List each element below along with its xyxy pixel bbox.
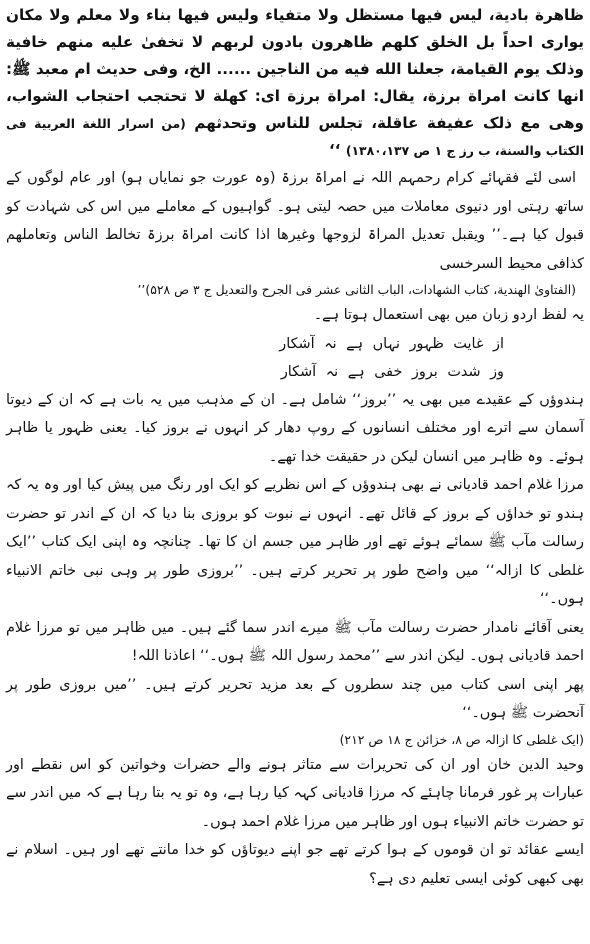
- arabic-passage-closing-quote: ‘‘: [328, 141, 341, 159]
- couplet-line-1: از غایت ظہور نہاں ہے نہ آشکار: [279, 335, 504, 352]
- para-hindu-text: ہندوؤں کے عقیدے میں بھی یہ ’’بروز‘‘ شامل ہے۔ ان کے مذہب میں یہ بات ہے کہ ان کے دیوتا آسمان سے اترے اور مختلف انسانوں کے روپ دھار کر انہوں نے بروز کیا۔ یعنی ظہور یا ظاہر ہوئے۔ وہ ظاہر میں انسان لیکن در حقیقت خدا تھے۔: [6, 391, 584, 465]
- para-mirza: [6, 471, 584, 614]
- para-fuqaha-reference: (الفتاویٰ الھندیة، کتاب الشھادات، الباب الثانی عشر فی الجرح والتعدیل ج ۳ ص ۵۲۸)’’: [137, 282, 576, 297]
- couplet-line-2: وز شدت بروز خفی ہے نہ آشکار: [280, 363, 504, 380]
- para-urdu-usage: [6, 301, 584, 330]
- para-kitab: [6, 671, 584, 751]
- arabic-passage-reference: (من اسرار اللغة العربیة فی الکتاب والسنة، ب رز ج ۱ ص ۱۳۸۰،۱۳۷): [6, 116, 584, 158]
- para-kitab-text: پھر اپنی اسی کتاب میں چند سطروں کے بعد مزید تحریر کرتے ہیں۔ ’’میں بروزی طور پر آنحضرت ﷺ ہوں۔‘‘: [6, 676, 584, 721]
- para-wahiduddin: [6, 751, 584, 837]
- para-hindu: [6, 386, 584, 472]
- para-closing-text: ایسے عقائد تو ان قوموں کے ہوا کرتے تھے جو اپنے دیوتاؤں کو خدا مانتے تھے اور ہیں۔ اسلام نے بھی کبھی کوئی ایسی تعلیم دی ہے؟: [6, 842, 584, 887]
- arabic-passage: [6, 2, 584, 164]
- para-closing: [6, 836, 584, 893]
- para-fuqaha: [6, 164, 584, 301]
- para-fuqaha-text: اسی لئے فقہائے کرام رحمہم اللہ نے امراۃ برزۃ (وہ عورت جو نمایاں ہو) اور عام لوگوں کے ساتھ رہتی اور دنیوی معاملات میں حصہ لیتی ہو۔ گواہیوں کے معاملے میں اس کی شہادت کو قبول کیا ہے۔’’ ویقبل تعدیل المراۃ لزوجھا وغیرھا اذا کانت امراۃ برزۃ تخالط الناس وتعاملھم کذافی محیط السرخسی: [6, 170, 584, 272]
- para-wahiduddin-text: وحید الدین خان اور ان کی تحریرات سے متاثر ہونے والے حضرات وخواتین کو اس نقطے اور عبارات پر غور فرمانا چاہئے کہ مرزا قادیانی کہہ کیا رہا ہے، وہ تو یہ بتا رہا ہے کہ میں اندر سے تو حضرت خاتم الانبیاء ہوں اور ظاہر میں مرزا غلام احمد ہوں۔: [6, 756, 584, 830]
- para-urdu-usage-text: یہ لفظ اردو زبان میں بھی استعمال ہوتا ہے۔: [313, 307, 584, 323]
- para-yani: [6, 614, 584, 671]
- para-yani-text: یعنی آقائے نامدار حضرت رسالت مآب ﷺ میرے اندر سما گئے ہیں۔ میں ظاہر میں تو مرزا غلام احمد قادیانی ہوں۔ لیکن اندر سے ’’محمد رسول اللہ ﷺ ہوں۔‘‘ اعاذنا اللہ!: [6, 619, 584, 664]
- para-mirza-text: مرزا غلام احمد قادیانی نے بھی ہندوؤں کے اس نظریے کو ایک اور رنگ میں پیش کیا اور وہ یہ کہ ہندو تو خداؤں کے بروز کے قائل تھے۔ انہوں نے نبوت کو بروزی بنا دیا کہ ان کے اندر تو حضرت رسالت مآب ﷺ سمائے ہوئے تھے اور ظاہر میں جسم ان کا تھا۔ چنانچہ وہ اپنی ایک کتاب ’’ایک غلطی کا ازالہ‘‘ میں واضح طور پر تحریر کرتے ہیں۔ ’’بروزی طور پر وہی نبی خاتم الانبیاء ہوں۔‘‘: [6, 477, 584, 607]
- persian-couplet: [6, 330, 584, 386]
- arabic-passage-text: ظاھرة بادیة، لیس فیھا مستظل ولا متفیاء ولیس فیھا بناء ولا معلم ولا مکان یواری احداً بل الخلق کلھم ظاھرون بادون لربھم لا تخفیٰ علیه منھم خافیة وذلک یوم القیامة، جعلنا الله فیه من الناجین ...... الخ، وفی حدیث ام معبد ﷺ: انھا کانت امراة برزة، یقال: امراة برزة ای: کھلة لا تحتجب احتجاب الشواب، وھی مع ذلک عفیفة عاقلة، تجلس للناس وتحدثھم: [6, 6, 584, 132]
- para-kitab-reference: (ایک غلطی کا ازالہ ص ۸، خزائن ج ۱۸ ص ۲۱۲): [339, 731, 584, 747]
